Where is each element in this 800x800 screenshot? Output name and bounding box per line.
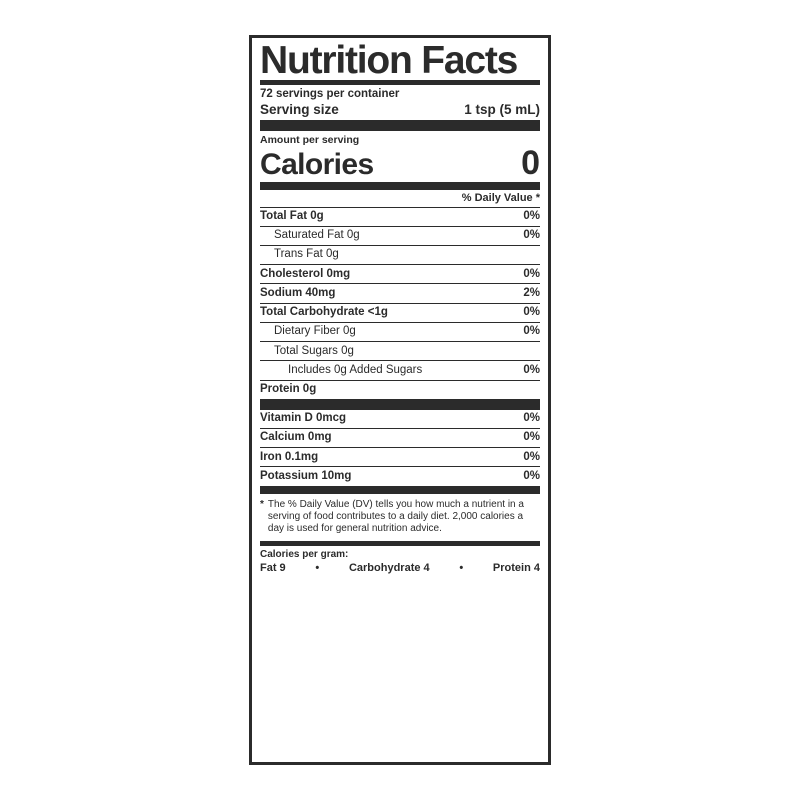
servings-per-container: 72 servings per container <box>260 88 400 101</box>
nutrient-name: Dietary Fiber 0g <box>274 325 356 338</box>
calories-per-gram-carbohydrate: Carbohydrate 4 <box>348 562 430 575</box>
nutrient-dv: 0% <box>523 210 540 223</box>
vitamin-name: Vitamin D 0mcg <box>260 412 347 425</box>
nutrient-dv: 0% <box>523 325 540 338</box>
nutrient-name: Total Carbohydrate <1g <box>260 306 388 319</box>
vitamin-dv: 0% <box>523 469 540 482</box>
nutrient-row-protein <box>260 381 540 399</box>
calories-per-gram-fat: Fat 9 <box>260 562 286 575</box>
nutrient-name: Cholesterol 0mg <box>260 267 351 280</box>
nutrient-row-trans-fat <box>260 246 540 264</box>
nutrient-row-saturated-fat <box>260 227 540 245</box>
nutrient-row-total-sugars <box>260 342 540 360</box>
separator-dot: • <box>315 562 320 575</box>
amount-per-serving: Amount per serving <box>260 134 360 147</box>
serving-size-row <box>260 101 540 120</box>
nutrient-name: Protein 0g <box>260 383 317 396</box>
separator-dot: • <box>459 562 464 575</box>
calories-row <box>260 146 540 182</box>
vitamin-row-iron <box>260 448 540 466</box>
calories-per-gram-title: Calories per gram: <box>260 549 349 561</box>
nutrient-name: Includes 0g Added Sugars <box>288 363 423 376</box>
nutrient-name: Saturated Fat 0g <box>274 229 360 242</box>
nutrient-name: Total Sugars 0g <box>274 344 354 357</box>
nutrient-name: Trans Fat 0g <box>274 248 339 261</box>
nutrient-dv: 0% <box>523 306 540 319</box>
serving-size-value: 1 tsp (5 mL) <box>464 102 540 118</box>
footnote-star: * <box>260 498 264 510</box>
vitamin-row-vitamin-d <box>260 410 540 428</box>
divider-vitamins <box>260 486 540 494</box>
label-body <box>252 39 548 765</box>
vitamin-name: Iron 0.1mg <box>260 450 319 463</box>
calories-per-gram-row <box>260 561 540 578</box>
vitamin-dv: 0% <box>523 431 540 444</box>
calories-label: Calories <box>260 148 374 182</box>
nutrient-row-total-fat <box>260 208 540 226</box>
vitamin-row-calcium <box>260 429 540 447</box>
nutrient-row-dietary-fiber <box>260 323 540 341</box>
nutrient-dv: 0% <box>523 267 540 280</box>
nutrient-row-total-carbohydrate <box>260 304 540 322</box>
nutrient-dv: 0% <box>523 229 540 242</box>
divider-calories <box>260 182 540 190</box>
vitamin-dv: 0% <box>523 450 540 463</box>
calories-value: 0 <box>521 144 540 183</box>
nutrient-row-cholesterol <box>260 265 540 283</box>
footnote-text: The % Daily Value (DV) tells you how much a nutrient in a serving of food contributes to a daily diet. 2,000 calories a day is used for general nutrition advice. <box>267 498 524 534</box>
page-title: Nutrition Facts <box>260 39 518 82</box>
daily-value-footnote <box>260 494 540 542</box>
serving-size-label: Serving size <box>260 102 339 118</box>
calories-per-gram-protein: Protein 4 <box>492 562 540 575</box>
daily-value-header: % Daily Value * <box>461 192 540 205</box>
nutrient-name: Total Fat 0g <box>260 210 324 223</box>
nutrient-name: Sodium 40mg <box>260 286 336 299</box>
vitamin-name: Calcium 0mg <box>260 431 332 444</box>
vitamin-dv: 0% <box>523 412 540 425</box>
nutrient-dv: 2% <box>523 286 540 299</box>
nutrient-row-sodium <box>260 284 540 302</box>
nutrient-dv: 0% <box>523 363 540 376</box>
divider-protein <box>260 399 540 410</box>
vitamin-row-potassium <box>260 467 540 485</box>
nutrient-row-added-sugars <box>260 361 540 379</box>
nutrition-facts-panel <box>249 35 551 765</box>
vitamin-name: Potassium 10mg <box>260 469 352 482</box>
divider-serving <box>260 120 540 131</box>
